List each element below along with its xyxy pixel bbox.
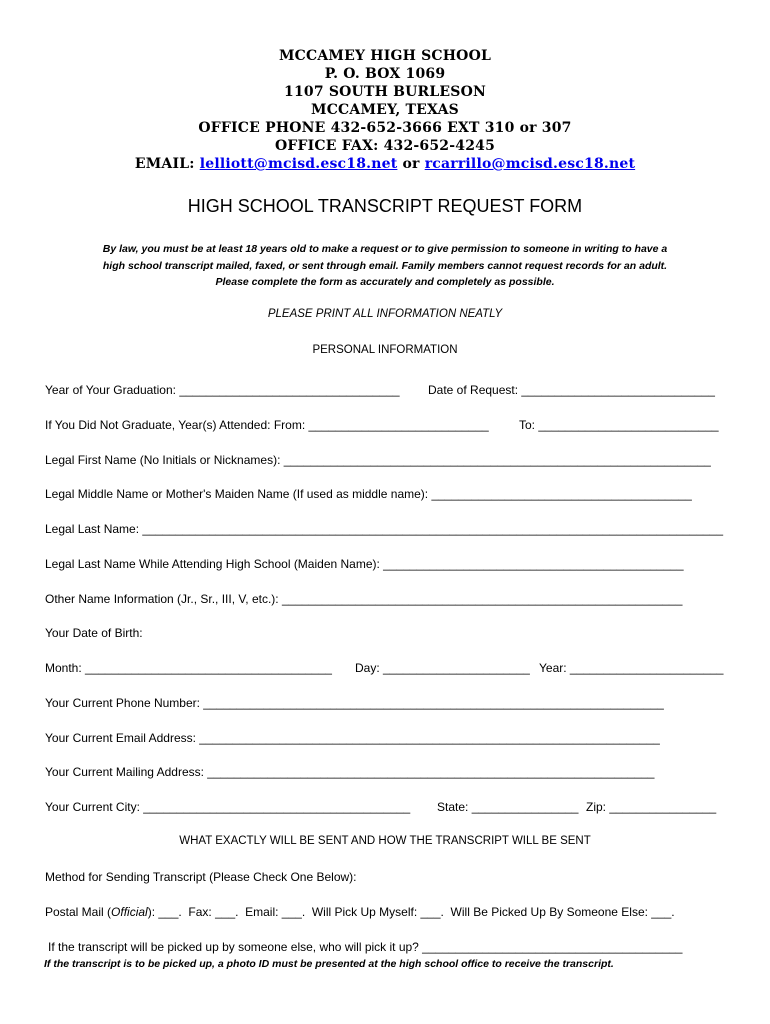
first-name-field[interactable]: Legal First Name (No Initials or Nicknames): ________________________________________________________________ [45,453,711,467]
legal-notice-line1: By law, you must be at least 18 years old to make a request or to give permission to someone in writing to have a [102,243,668,255]
city-row [0,800,770,816]
email-or: or [402,156,420,172]
city-state: MCCAMEY, TEXAS [311,102,459,118]
method-options-row [45,905,675,919]
middle-name-field[interactable]: Legal Middle Name or Mother's Maiden Name (If used as middle name): _______________________________________ [45,487,692,501]
email-label: EMAIL: [134,156,195,172]
legal-notice-line2: high school transcript mailed, faxed, or sent through email. Family members cannot request records for an adult. [102,260,668,272]
self-pickup-option[interactable]: Will Pick Up Myself: ___. [311,905,444,919]
dob-day-field[interactable]: Day: ______________________ [355,661,530,675]
request-date-field[interactable]: Date of Request: _____________________________ [428,383,715,397]
dob-row [0,661,770,677]
other-pickup-option[interactable]: Will Be Picked Up By Someone Else: ___. [450,905,675,919]
email-option[interactable]: Email: ___. [245,905,306,919]
legal-notice-line3: Please complete the form as accurately and completely as possible. [215,276,555,288]
attended-row [0,418,770,434]
method-label: Method for Sending Transcript (Please Check One Below): [45,870,357,884]
postal-mail-blank: ): ___. [147,905,182,919]
email-line [0,156,770,172]
personal-info-heading: PERSONAL INFORMATION [312,344,458,356]
zip-field[interactable]: Zip: ________________ [586,800,717,814]
email-field[interactable]: Your Current Email Address: _____________________________________________________________________ [45,731,660,745]
po-box: P. O. BOX 1069 [324,66,446,82]
street-address: 1107 SOUTH BURLESON [284,84,486,100]
office-phone: OFFICE PHONE 432-652-3666 EXT 310 or 307 [198,120,572,136]
pickup-person-field[interactable]: If the transcript will be picked up by someone else, who will pick it up? _______________________________________ [48,940,683,954]
city-field[interactable]: Your Current City: ________________________________________ [45,800,411,814]
attended-to-field[interactable]: To: ___________________________ [519,418,719,432]
office-fax: OFFICE FAX: 432-652-4245 [274,138,496,154]
mailing-address-field[interactable]: Your Current Mailing Address: ___________________________________________________________________ [45,765,655,779]
maiden-name-field[interactable]: Legal Last Name While Attending High School (Maiden Name): _____________________________________________ [45,557,684,571]
phone-field[interactable]: Your Current Phone Number: _____________________________________________________________________ [45,696,664,710]
fax-option[interactable]: Fax: ___. [188,905,239,919]
photo-id-note: If the transcript is to be picked up, a photo ID must be presented at the high school office to receive the transcript. [44,958,614,970]
last-name-field[interactable]: Legal Last Name: _______________________________________________________________________________________ [45,522,724,536]
dob-year-field[interactable]: Year: _______________________ [539,661,724,675]
official-label: Official [111,905,148,919]
attended-from-field[interactable]: If You Did Not Graduate, Year(s) Attended: From: ___________________________ [45,418,489,432]
sent-heading: WHAT EXACTLY WILL BE SENT AND HOW THE TRANSCRIPT WILL BE SENT [179,835,591,847]
email-link-lelliott[interactable]: lelliott@mcisd.esc18.net [199,156,398,172]
postal-mail-prefix: Postal Mail ( [45,905,112,919]
dob-month-field[interactable]: Month: _____________________________________ [45,661,332,675]
print-neatly-notice: PLEASE PRINT ALL INFORMATION NEATLY [267,308,503,320]
email-link-rcarrillo[interactable]: rcarrillo@mcisd.esc18.net [424,156,636,172]
state-field[interactable]: State: ________________ [437,800,579,814]
postal-mail-option[interactable] [45,905,182,919]
school-name: MCCAMEY HIGH SCHOOL [278,48,492,64]
other-name-field[interactable]: Other Name Information (Jr., Sr., III, V, etc.): ____________________________________________________________ [45,592,683,606]
dob-label: Your Date of Birth: [45,626,143,640]
graduation-row [0,383,770,399]
graduation-year-field[interactable]: Year of Your Graduation: _________________________________ [45,383,400,397]
form-title: HIGH SCHOOL TRANSCRIPT REQUEST FORM [187,196,583,216]
